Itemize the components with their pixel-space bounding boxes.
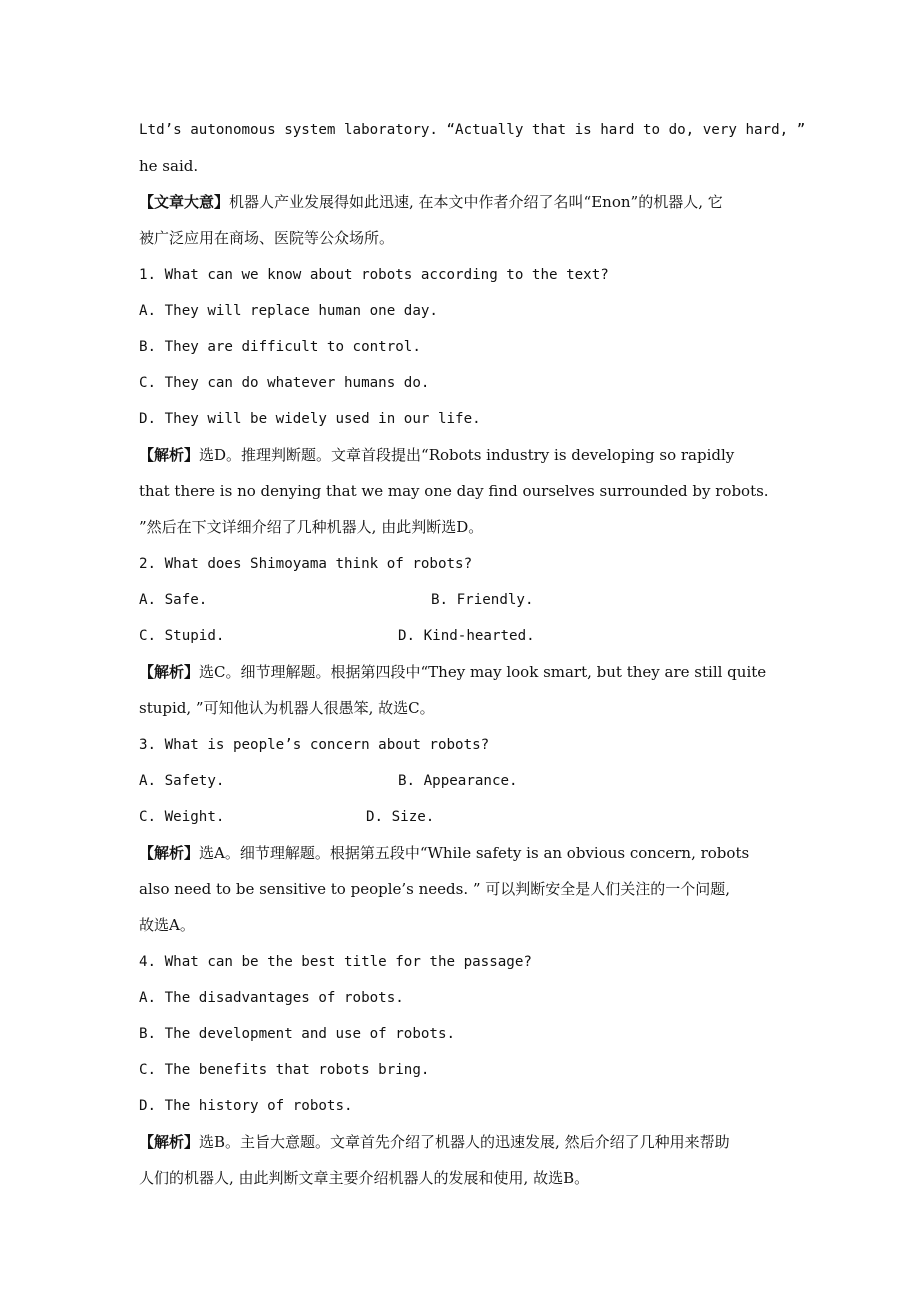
answer-option: A. Safety. bbox=[139, 773, 225, 789]
analysis-line: stupid, ”可知他认为机器人很愚笨, 故选C。 bbox=[139, 699, 435, 717]
analysis-tag: 【解析】 bbox=[139, 446, 200, 464]
analysis-line: also need to be sensitive to people’s needs. ” 可以判断安全是人们关注的一个问题, bbox=[139, 880, 731, 898]
summary-tag: 【文章大意】 bbox=[139, 193, 230, 211]
analysis-line: 故选A。 bbox=[139, 916, 195, 934]
analysis-line: ”然后在下文详细介绍了几种机器人, 由此判断选D。 bbox=[139, 518, 484, 536]
answer-option: D. Size. bbox=[366, 809, 435, 825]
answer-option: C. Weight. bbox=[139, 809, 225, 825]
answer-option: A. Safe. bbox=[139, 592, 208, 608]
analysis-text: 选B。主旨大意题。文章首先介绍了机器人的迅速发展, 然后介绍了几种用来帮助 bbox=[199, 1133, 730, 1151]
analysis-line: that there is no denying that we may one day find ourselves surrounded by robots. bbox=[139, 482, 769, 500]
analysis-line: 人们的机器人, 由此判断文章主要介绍机器人的发展和使用, 故选B。 bbox=[139, 1169, 590, 1187]
analysis-tag: 【解析】 bbox=[139, 844, 200, 862]
analysis-text: 选D。推理判断题。文章首段提出“Robots industry is developing so rapidly bbox=[199, 446, 735, 464]
answer-option: D. They will be widely used in our life. bbox=[139, 411, 481, 427]
question-stem: 1. What can we know about robots according to the text? bbox=[139, 267, 609, 283]
question-stem: 3. What is people’s concern about robots? bbox=[139, 737, 490, 753]
summary-line bbox=[139, 192, 723, 212]
question-stem: 4. What can be the best title for the passage? bbox=[139, 954, 532, 970]
passage-line: Ltd’s autonomous system laboratory. “Actually that is hard to do, very hard, ” bbox=[139, 122, 806, 138]
summary-text: 机器人产业发展得如此迅速, 在本文中作者介绍了名叫“Enon”的机器人, 它 bbox=[229, 193, 723, 211]
answer-option: A. They will replace human one day. bbox=[139, 303, 438, 319]
answer-option: B. The development and use of robots. bbox=[139, 1026, 456, 1042]
answer-option: B. Appearance. bbox=[398, 773, 518, 789]
answer-option: B. They are difficult to control. bbox=[139, 339, 421, 355]
analysis-line bbox=[139, 662, 766, 682]
question-stem: 2. What does Shimoyama think of robots? bbox=[139, 556, 473, 572]
analysis-text: 选C。细节理解题。根据第四段中“They may look smart, but they are still quite bbox=[199, 663, 767, 681]
answer-option: D. The history of robots. bbox=[139, 1098, 353, 1114]
answer-option: C. They can do whatever humans do. bbox=[139, 375, 430, 391]
answer-option: C. Stupid. bbox=[139, 628, 225, 644]
answer-option: D. Kind-hearted. bbox=[398, 628, 535, 644]
summary-line: 被广泛应用在商场、医院等公众场所。 bbox=[139, 229, 395, 247]
answer-option: C. The benefits that robots bring. bbox=[139, 1062, 430, 1078]
analysis-text: 选A。细节理解题。根据第五段中“While safety is an obvious concern, robots bbox=[199, 844, 750, 862]
passage-line: he said. bbox=[139, 157, 199, 175]
analysis-tag: 【解析】 bbox=[139, 663, 200, 681]
answer-option: B. Friendly. bbox=[431, 592, 534, 608]
analysis-tag: 【解析】 bbox=[139, 1133, 200, 1151]
analysis-line bbox=[139, 445, 734, 465]
answer-option: A. The disadvantages of robots. bbox=[139, 990, 404, 1006]
analysis-line bbox=[139, 1132, 730, 1152]
analysis-line bbox=[139, 843, 749, 863]
